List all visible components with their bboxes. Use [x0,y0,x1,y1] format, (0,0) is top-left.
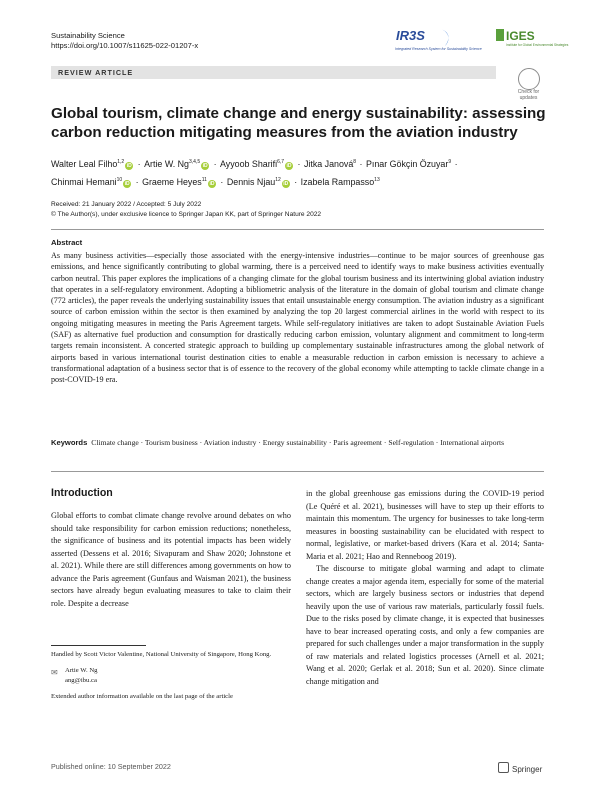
ir3s-swoosh-icon [441,29,448,46]
ir3s-tagline: Integrated Research System for Sustainability Science [395,47,482,51]
footnote-divider [51,645,146,646]
extended-author-note: Extended author information available on the last page of the article [51,693,233,700]
author[interactable]: Artie W. Ng$^{3,4,5}$iD [144,159,208,169]
received-accepted: Received: 21 January 2022 / Accepted: 5 July 2022 [51,201,202,208]
publisher-name: Springer [512,765,543,774]
introduction-heading: Introduction [51,487,113,499]
abstract-heading: Abstract [51,238,83,247]
iges-logo: IGES [506,29,535,43]
corresponding-author [51,666,291,686]
copyright-line: © The Author(s), under exclusive licence to Springer Japan KK, part of Springer Nature 2022 [51,211,322,218]
publisher-logo [498,762,542,774]
author[interactable]: Pınar Gökçin Özuyar$^9$ [365,159,452,169]
author[interactable]: Jitka Janová$^8$ [303,159,357,169]
check-updates-label: Check for updates [517,89,540,101]
author[interactable]: Chinmai Hemani$^{10}$iD [51,177,130,187]
check-updates-icon [518,68,540,90]
article-dates [51,200,321,220]
abstract-section [51,238,544,386]
author[interactable]: Izabela Rampasso$^{13}$ [300,177,380,187]
author[interactable]: Ayyoob Sharifi$^{6,7}$iD [220,159,292,169]
author[interactable]: Graeme Heyes$^{11}$iD [142,177,215,187]
intro-column-left: Global efforts to combat climate change revolve around debates on who should take responsibility for carbon emission reductions; nonetheless, the significance of business and its potential impacts has been widely asserted (Dessens et al. 2016; Sivapuram and Shaw 2020; Johnstone et al. 2021). While there are still differences among governments on how to advance the Paris agreement (Gunfaus and Waisman 2021), the business sectors have already begun evaluating measures to take to claim their role. Despite a decrease [51,511,291,608]
keywords-section [51,437,544,448]
orcid-icon[interactable]: iD [209,181,215,187]
author[interactable]: Walter Leal Filho$^{1,2}$iD [51,159,132,169]
article-type-label: REVIEW ARTICLE [58,68,134,77]
envelope-icon: ✉ [51,668,58,677]
author-list: Walter Leal Filho$^{1,2}$iD · Artie W. Ng$^{3,4,5}$iD · Ayyoob Sharifi$^{6,7}$iD · Jitka Janová$^8$ · Pınar Gökçin Özuyar$^9$ · Chinmai Hemani$^{10}$iD · Graeme Heyes$^{11}$iD · Dennis Njau$^{12}$iD · Izabela Rampasso$^{13}$ [51,159,458,187]
contact-name: Artie W. Ng [65,667,98,674]
published-online: Published online: 10 September 2022 [51,762,171,771]
journal-name: Sustainability Science [51,31,125,40]
keywords-text: Climate change · Tourism business · Aviation industry · Energy sustainability · Paris agreement · Self-regulation · International airports [91,438,505,447]
journal-header [51,31,198,51]
orcid-icon[interactable]: iD [126,163,132,169]
intro-paragraph: in the global greenhouse gas emissions during the COVID-19 period (Le Quéré et al. 2021), businesses will have to step up their efforts to maintain this momentum. The urgency for businesses to take long-term measures in boosting sustainability can be elucidated with respect to normal, legislative, or market-based drivers (Kara et al. 2014; Santa-Maria et al. 2021; Hao and Renneboog 2019). [306,489,544,561]
article-type-bar [51,66,496,79]
doi-link[interactable]: https://doi.org/10.1007/s11625-022-01207-x [51,41,199,50]
orcid-icon[interactable]: iD [202,163,208,169]
iges-tagline: Institute for Global Environmental Strategies [506,43,569,47]
journal-logos [393,26,569,54]
keywords-label: Keywords [51,438,88,447]
abstract-text: As many business activities—especially those associated with the energy-intensive industries—continue to be major sources of greenhouse gas emissions, and hence significantly contributing to global warming, there is a perceived need to identify ways to make business activities eventually carbon neutral. This paper explores the implications of a changing climate for the global tourism business and its intertwining global aviation industry that operates in a self-regulatory environment. Adopting a bibliometric analysis of the literature in the domain of global tourism and climate change (772 articles), the paper reveals the underlying sustainability issues that entail unsustainable energy consumption. The aviation industry as a significant source of carbon emission within the sector is then examined by analyzing the top 20 largest commercial airlines in the world with respect to its ongoing mitigating measures in meeting the Paris Agreement targets. While self-regulatory initiatives are taken to adopt Sustainable Aviation Fuels (SAF) as alternative fuel production and consumption for drastically reducing carbon emission, voluntary alignment and commitment to long-term targets remain inconsistent. A concerted strategic approach to building up complementary sustainable infrastructures among the global network of airports based in various international tourist destination cities to enable a measurable reduction in carbon emission is necessary to achieve a transformational adaptation of a business sector that is of essence to the recovery of the global economy while attempting to tackle climate change in a post-COVID-19 era. [51,251,544,385]
footnotes [51,650,291,702]
intro-column-right [306,488,544,688]
orcid-icon[interactable]: iD [124,181,130,187]
orcid-icon[interactable]: iD [286,163,292,169]
springer-horse-icon [498,762,509,773]
check-for-updates-button[interactable] [513,68,544,101]
author[interactable]: Dennis Njau$^{12}$iD [226,177,289,187]
orcid-icon[interactable]: iD [283,181,289,187]
contact-email[interactable]: ang@ibu.ca [65,677,97,684]
divider [51,229,544,230]
divider [51,471,544,472]
ir3s-logo: IR3S [396,28,425,43]
iges-leaf-icon [496,29,504,41]
logo-area [393,26,569,54]
handled-by-note: Handled by Scott Victor Valentine, National University of Singapore, Hong Kong. [51,651,272,658]
intro-paragraph: The discourse to mitigate global warming and adapt to climate change creates a major agenda item, especially for some of the material sectors, which are largely business sectors or industries that depend heavily upon the use of various raw materials, particularly fossil fuels. Due to the risks posed by climate change, it is expected that businesses have to bear increased operating costs, and only a few companies are prepared for such challenges under a major transformation in the supply of raw materials and related logistics processes (Arnell et al. 2021; Wang et al. 2020; Gerlak et al. 2018; Sun et al. 2020). Since climate change mitigation and [306,564,544,686]
article-title: Global tourism, climate change and energy sustainability: assessing carbon reduction mitigating measures from the aviation industry [51,105,546,141]
